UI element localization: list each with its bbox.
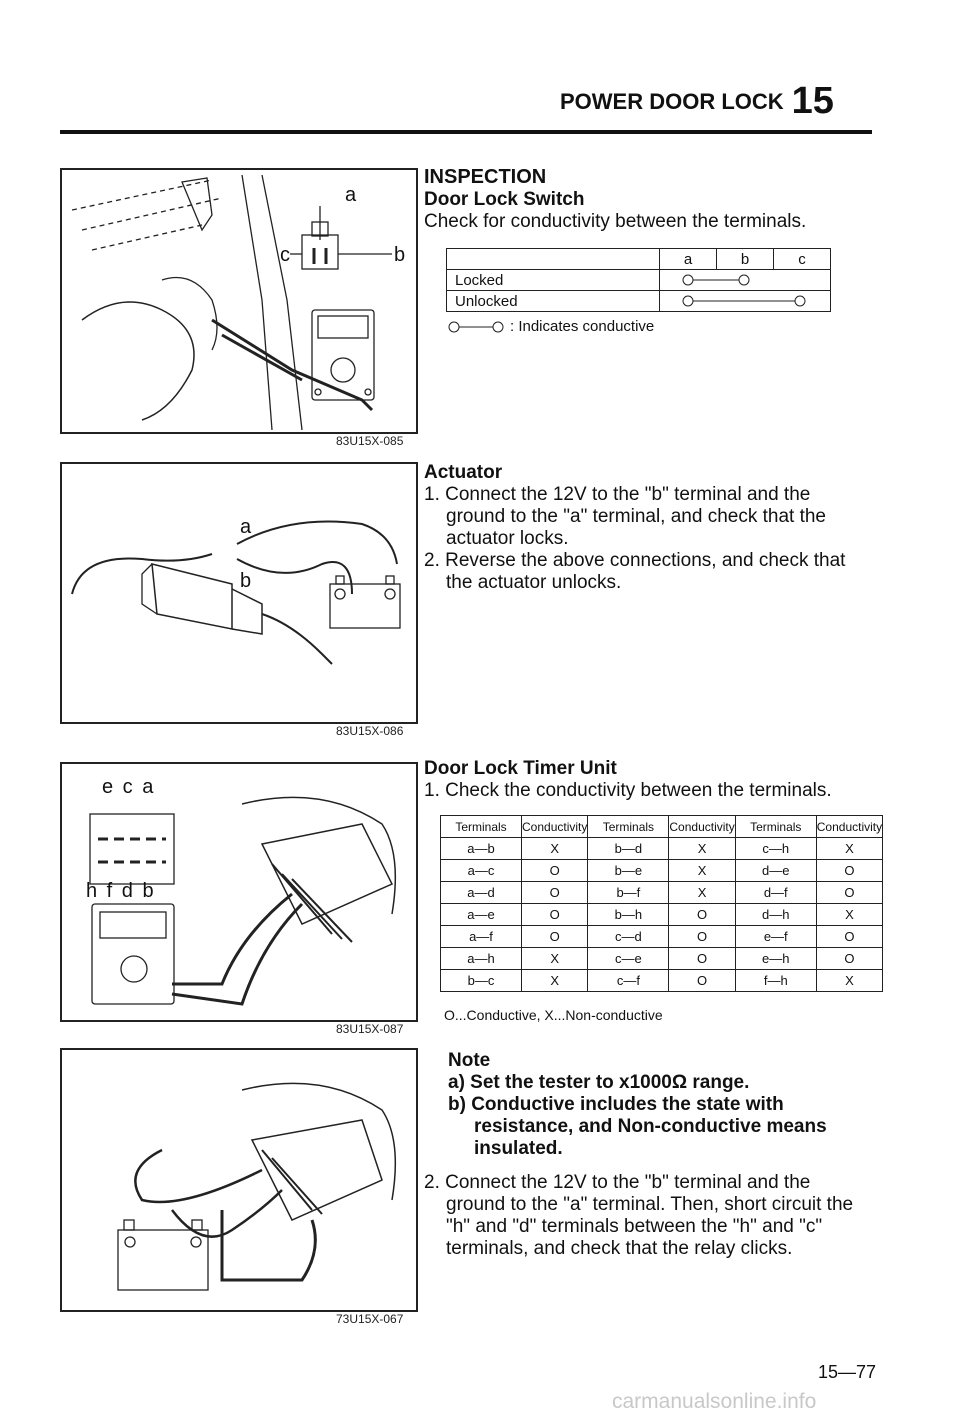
table-cell: d—e [735, 860, 816, 882]
table-row [441, 838, 883, 860]
table-cell: b—e [588, 860, 669, 882]
timer-step-1: 1. Check the conductivity between the terminals. [424, 780, 832, 801]
timer-step-2-block [424, 1172, 864, 1260]
note-item-a: a) Set the tester to x1000Ω range. [448, 1072, 750, 1093]
table-cell: f—h [735, 970, 816, 992]
header-cell: Conductivity [522, 816, 588, 838]
multimeter-icon [312, 310, 374, 400]
figure-door-lock-switch [60, 168, 418, 434]
table-row [441, 904, 883, 926]
timer-legend: O...Conductive, X...Non-conductive [444, 1007, 663, 1023]
header-cell: Conductivity [669, 816, 735, 838]
terminal-label-b: b [240, 570, 252, 592]
table-cell: b—f [588, 882, 669, 904]
table-cell: X [669, 860, 735, 882]
table-cell: e—h [735, 948, 816, 970]
figure-code: 83U15X-085 [336, 434, 404, 448]
section-actuator [424, 462, 864, 594]
subsection-title: Actuator [424, 462, 503, 483]
instruction-text: Check for conductivity between the terminals. [424, 211, 807, 232]
terminal-label-c: c [280, 244, 290, 266]
table-row [441, 970, 883, 992]
actuator-step-2: 2. Reverse the above connections, and check that the actuator unlocks. [424, 550, 846, 593]
section-title: INSPECTION [424, 166, 547, 188]
table-cell: X [522, 970, 588, 992]
terminal-labels-top: e c a [102, 776, 156, 798]
table-cell: a—e [441, 904, 522, 926]
table-cell: O [669, 948, 735, 970]
figure-code: 83U15X-086 [336, 724, 404, 738]
multimeter-icon [92, 904, 174, 1004]
table-row [441, 948, 883, 970]
row-label: Unlocked [447, 291, 660, 312]
table-cell: O [816, 948, 882, 970]
terminal-label-a: a [240, 516, 252, 538]
battery-icon [330, 576, 400, 628]
figure-code: 73U15X-067 [336, 1312, 404, 1326]
table-cell: c—f [588, 970, 669, 992]
table-row [447, 270, 831, 291]
table-cell: d—h [735, 904, 816, 926]
header-cell: Terminals [441, 816, 522, 838]
table-cell: O [816, 926, 882, 948]
figure-actuator [60, 462, 418, 724]
table-cell: O [816, 860, 882, 882]
table-cell: O [522, 882, 588, 904]
terminal-label-a: a [345, 184, 357, 206]
table-cell: b—d [588, 838, 669, 860]
header-rule [60, 130, 872, 134]
timer-step-2: 2. Connect the 12V to the "b" terminal and the ground to the "a" terminal. Then, short circuit the "h" and "d" terminals between the "h" and "c" terminals, and check that the relay clicks. [424, 1172, 854, 1259]
subsection-title: Door Lock Timer Unit [424, 758, 617, 779]
note-title: Note [448, 1050, 491, 1071]
table-cell: X [522, 838, 588, 860]
column-b: b [717, 249, 774, 270]
terminal-label-b: b [394, 244, 406, 266]
table-row [441, 860, 883, 882]
table-cell: O [816, 882, 882, 904]
table-cell: O [522, 904, 588, 926]
page-header [560, 80, 834, 123]
table-cell: X [816, 970, 882, 992]
table-cell: X [816, 838, 882, 860]
table-cell: O [669, 926, 735, 948]
table-cell: a—h [441, 948, 522, 970]
subsection-title: Door Lock Switch [424, 189, 585, 210]
table-cell: O [669, 970, 735, 992]
table-row [441, 882, 883, 904]
section-door-lock-switch [424, 166, 864, 233]
table-cell: c—e [588, 948, 669, 970]
conductive-symbol [448, 320, 504, 334]
watermark: carmanualsonline.info [612, 1390, 817, 1413]
column-a: a [660, 249, 717, 270]
table-cell: b—h [588, 904, 669, 926]
timer-conductivity-table [440, 815, 883, 992]
conductive-line-a-c [660, 291, 828, 311]
table-cell: a—b [441, 838, 522, 860]
table-cell: X [669, 882, 735, 904]
figure-timer-unit [60, 762, 418, 1022]
header-cell: Terminals [588, 816, 669, 838]
battery-icon [118, 1220, 208, 1290]
table-cell: e—f [735, 926, 816, 948]
connector-icon [90, 814, 174, 884]
table-cell: d—f [735, 882, 816, 904]
page-number: 15—77 [818, 1362, 877, 1382]
figure-timer-relay-check [60, 1048, 418, 1312]
figure-code: 83U15X-087 [336, 1022, 404, 1036]
table-cell: a—f [441, 926, 522, 948]
switch-legend [448, 318, 654, 335]
note-box [448, 1050, 868, 1160]
header-cell: Terminals [735, 816, 816, 838]
table-cell: O [522, 926, 588, 948]
table-header-row [447, 249, 831, 270]
header-title: POWER DOOR LOCK [560, 89, 784, 114]
column-c: c [774, 249, 831, 270]
switch-conductivity-table [446, 248, 831, 312]
conductive-line-a-b [660, 270, 828, 290]
terminal-labels-bottom: h f d b [86, 880, 156, 902]
table-cell: X [522, 948, 588, 970]
header-cell: Conductivity [816, 816, 882, 838]
table-cell: b—c [441, 970, 522, 992]
section-timer-unit [424, 758, 864, 802]
table-cell: O [522, 860, 588, 882]
table-cell: O [669, 904, 735, 926]
table-cell: X [669, 838, 735, 860]
table-row [447, 291, 831, 312]
table-cell: a—c [441, 860, 522, 882]
connector-icon [290, 206, 392, 269]
table-cell: a—d [441, 882, 522, 904]
table-cell: c—h [735, 838, 816, 860]
table-row [441, 926, 883, 948]
table-cell: X [816, 904, 882, 926]
row-label: Locked [447, 270, 660, 291]
legend-text: : Indicates conductive [510, 318, 655, 335]
table-header-row [441, 816, 883, 838]
note-item-b: b) Conductive includes the state with resistance, and Non-conductive means insulated. [448, 1094, 827, 1159]
table-cell: c—d [588, 926, 669, 948]
actuator-step-1: 1. Connect the 12V to the "b" terminal and the ground to the "a" terminal, and check that the actuator locks. [424, 484, 826, 549]
chapter-number: 15 [791, 80, 834, 122]
